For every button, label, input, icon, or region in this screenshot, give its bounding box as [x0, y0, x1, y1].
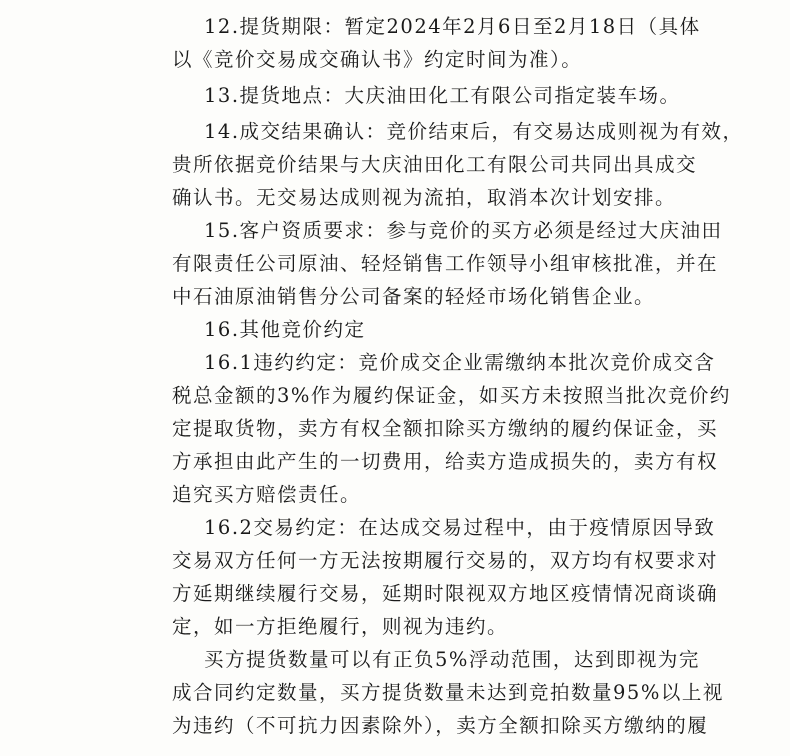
text-line: 14.成交结果确认：竞价结束后，有交易达成则视为有效，: [204, 120, 744, 143]
text-line: 有限责任公司原油、轻烃销售工作领导小组审核批准，并在: [172, 252, 719, 275]
text-line: 16.1违约约定：竞价成交企业需缴纳本批次竞价成交含: [204, 351, 716, 374]
text-line: 方延期继续履行交易，延期时限视双方地区疫情情况商谈确: [172, 582, 719, 605]
text-line: 定提取货物，卖方有权全额扣除买方缴纳的履约保证金，买: [172, 417, 719, 440]
text-line: 定，如一方拒绝履行，则视为违约。: [172, 615, 509, 638]
text-line: 13.提货地点：大庆油田化工有限公司指定装车场。: [204, 84, 681, 107]
text-line: 15.客户资质要求：参与竞价的买方必须是经过大庆油田: [204, 219, 723, 242]
text-line: 成合同约定数量，买方提货数量未达到竞拍数量95%以上视: [172, 681, 724, 704]
text-line: 16.其他竞价约定: [204, 318, 366, 341]
text-line: 追究买方赔偿责任。: [172, 483, 362, 506]
text-line: 税总金额的3%作为履约保证金，如买方未按照当批次竞价约: [172, 384, 731, 407]
text-line: 为违约（不可抗力因素除外），卖方全额扣除买方缴纳的履: [172, 714, 709, 737]
text-line: 方承担由此产生的一切费用，给卖方造成损失的，卖方有权: [172, 450, 719, 473]
text-line: 交易双方任何一方无法按期履行交易的，双方均有权要求对: [172, 549, 719, 572]
text-line: 12.提货期限：暂定2024年2月6日至2月18日（具体: [204, 15, 701, 38]
text-line: 确认书。无交易达成则视为流拍，取消本次计划安排。: [172, 186, 677, 209]
text-line: 中石油原油销售分公司备案的轻烃市场化销售企业。: [172, 285, 656, 308]
text-line: 16.2交易约定：在达成交易过程中，由于疫情原因导致: [204, 516, 716, 539]
text-line: 以《竞价交易成交确认书》约定时间为准）。: [172, 48, 583, 71]
text-line: 买方提货数量可以有正负5%浮动范围，达到即视为完: [204, 648, 700, 671]
text-line: 贵所依据竞价结果与大庆油田化工有限公司共同出具成交: [172, 153, 698, 176]
